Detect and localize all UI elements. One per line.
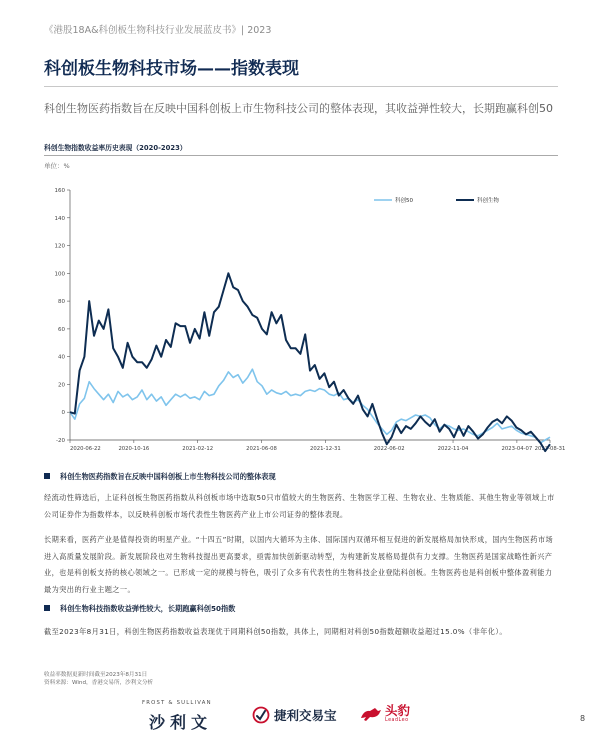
section-heading-1-text: 科创生物医药指数旨在反映中国科创板上市生物科技公司的整体表现	[60, 472, 276, 481]
report-header: 《港股18A&科创板生物科技行业发展蓝皮书》| 2023	[44, 25, 272, 36]
x-tick-label: 2021-06-08	[246, 446, 277, 452]
paragraph: 截至2023年8月31日，科创生物医药指数收益表现优于同期科创50指数，具体上，同期相对科创50指数超额收益超过15.0%（非年化）。	[44, 627, 507, 636]
section-heading-1	[44, 472, 276, 482]
y-tick-label: 80	[58, 299, 65, 306]
page-title: 科创板生物科技市场——指数表现	[44, 59, 299, 79]
section-2-body	[44, 624, 558, 641]
y-tick-label: 60	[58, 326, 65, 333]
y-tick-label: -20	[56, 438, 65, 444]
title-divider	[44, 86, 558, 87]
chart-title-divider	[44, 155, 558, 156]
series-line-2	[70, 273, 550, 451]
y-tick-label: 20	[58, 382, 65, 389]
page-subtitle: 科创生物医药指数旨在反映中国科创板上市生物科技公司的整体表现，其收益弹性较大，长期跑赢科创50	[44, 102, 553, 115]
bullet-square-icon	[44, 605, 50, 611]
toubao-logo	[360, 704, 410, 723]
footnote-source: 资料来源：Wind，香港交易所，沙利文分析	[44, 680, 154, 686]
x-tick-label: 2020-06-22	[70, 446, 101, 452]
toubao-logo-subtext: LeadLeo	[385, 718, 409, 723]
chart-unit-label: 单位：%	[44, 162, 70, 170]
line-chart	[44, 178, 566, 458]
jieli-logo-text: 捷利交易宝	[274, 708, 337, 723]
y-tick-label: 140	[54, 215, 65, 222]
y-tick-label: 160	[54, 188, 65, 194]
legend-label: 科创50	[395, 198, 413, 204]
y-tick-label: 0	[61, 410, 65, 417]
y-tick-label: 100	[54, 271, 65, 278]
paragraph: 长期来看，医药产业是值得投资的明星产业。“十四五”时期，以国内大循环为主体、国际国内双循环相互促进的新发展格局加快形成，国内生物医药市场进入高质量发展阶段。新发展阶段也对生物科技提出更高要求，亟需加快创新驱动转型，为构建新发展格局提供有力支撑。生物医药是国家战略性新兴产业，也是科创板支持的核心领域之一。已形成一定的规模与特色，吸引了众多有代表性的生物科技企业登陆科创板。生物医药也是科创板中整体盈利能力最为突出的行业主题之一。	[44, 535, 554, 594]
section-1-body	[44, 490, 558, 598]
leopard-icon	[360, 705, 382, 723]
toubao-logo-text: 头豹	[385, 703, 411, 718]
paragraph: 经流动性筛选后，上证科创板生物医药指数从科创板市场中选取50只市值较大的生物医药、生物医学工程、生物农业、生物质能、其他生物业等领域上市公司证券作为指数样本，以反映科创板市场代表性生物医药产业上市公司证券的整体表现。	[44, 493, 555, 519]
section-heading-2	[44, 604, 235, 614]
x-tick-label: 2021-12-31	[309, 446, 341, 452]
x-tick-label: 2022-06-02	[373, 446, 405, 452]
x-tick-label: 2023-04-07	[501, 446, 533, 452]
chart-title: 科创生物指数收益率历史表现（2020-2023）	[44, 144, 187, 152]
page-number: 8	[580, 714, 586, 723]
x-tick-label: 2021-02-12	[182, 446, 214, 452]
series-line-1	[70, 369, 550, 443]
x-tick-label: 2022-11-04	[437, 446, 469, 452]
x-tick-label: 2020-10-16	[118, 446, 150, 452]
y-tick-label: 40	[58, 354, 65, 361]
legend-label: 科创生物	[477, 198, 500, 204]
jieli-logo-icon	[252, 706, 270, 724]
section-heading-2-text: 科创生物科技指数收益弹性较大，长期跑赢科创50指数	[60, 604, 236, 613]
frost-sullivan-logo-text: FROST & SULLIVAN	[142, 700, 212, 706]
jieli-logo	[252, 706, 337, 724]
x-end-label: 2023-08-31	[534, 446, 566, 452]
bullet-square-icon	[44, 473, 50, 479]
sullivan-cn-logo: 沙利文	[149, 713, 213, 732]
y-tick-label: 120	[54, 243, 65, 250]
footnote-update-time: 收益率数据更新时间截至2023年8月31日	[44, 672, 148, 678]
